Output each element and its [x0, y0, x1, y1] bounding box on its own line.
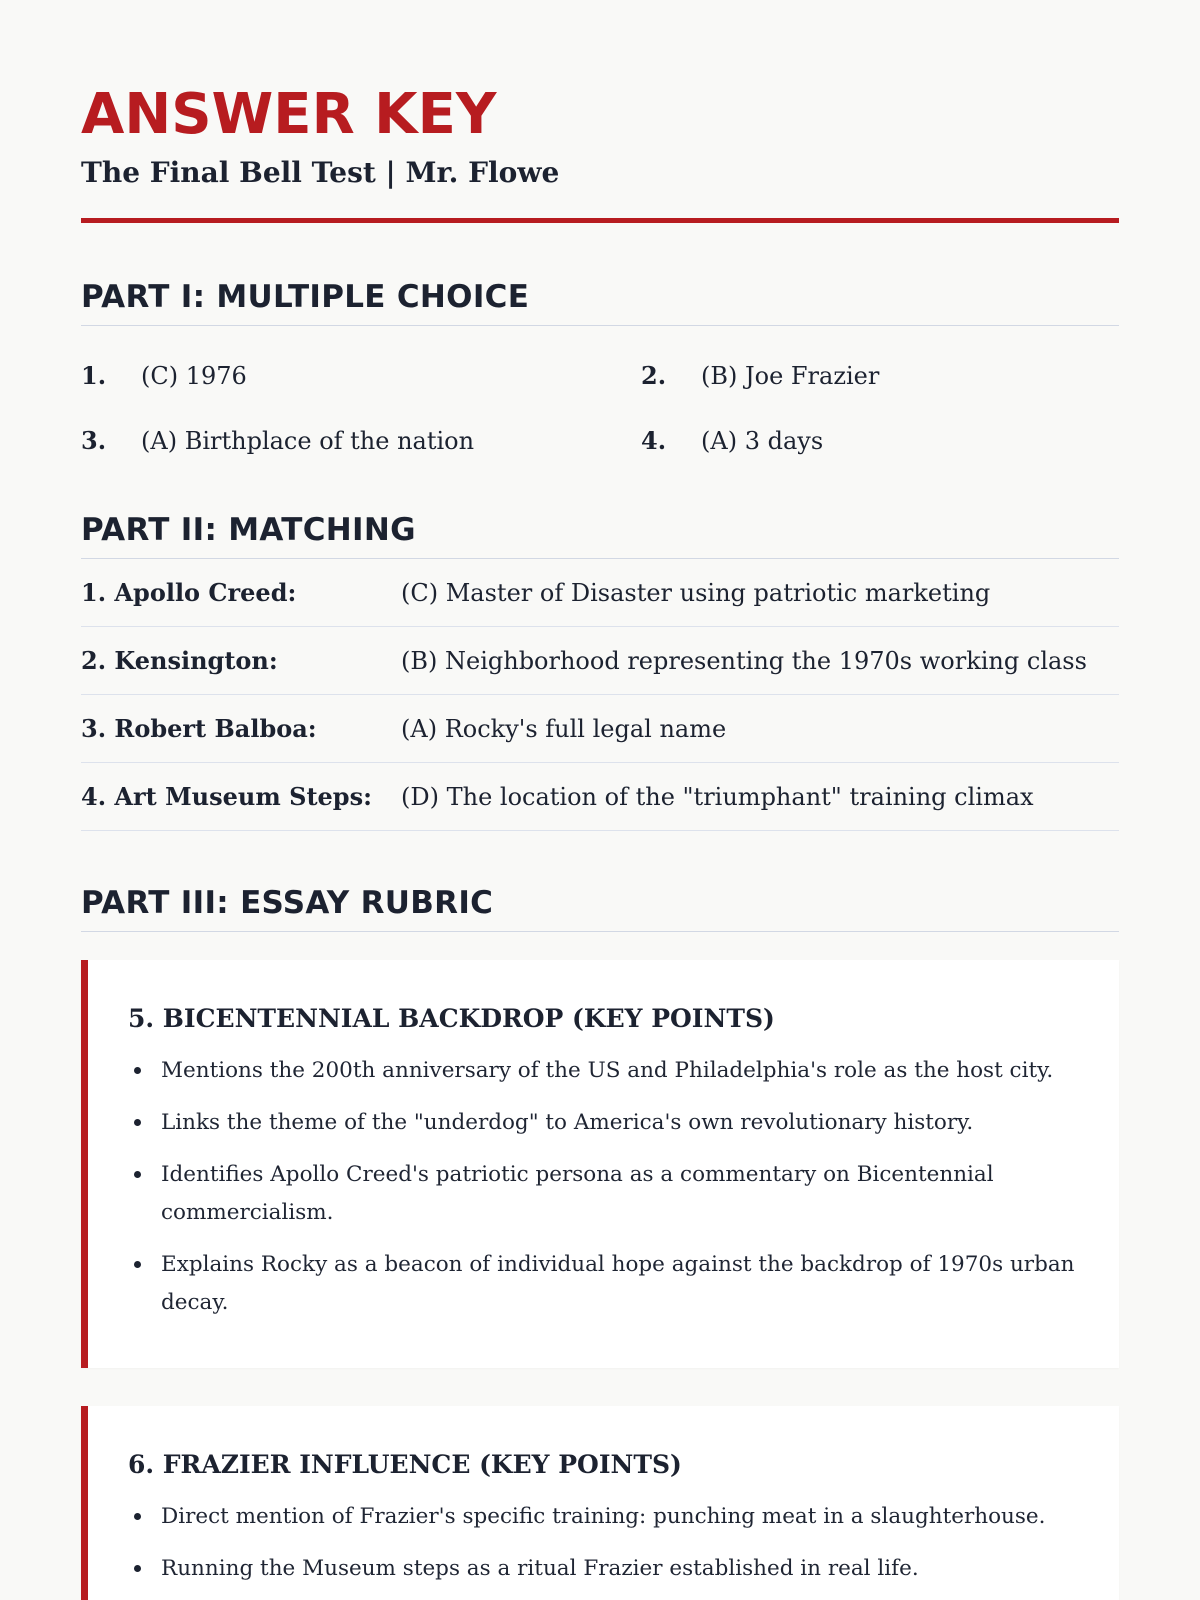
matching-definition: (A) Rocky's full legal name: [401, 714, 727, 743]
rubric-point-text: Identifies Apollo Creed's patriotic persona as a commentary on Bicentennial commercialism.: [161, 1162, 994, 1225]
matching-definition: (B) Neighborhood representing the 1970s working class: [401, 646, 1087, 675]
mc-number: 1.: [81, 361, 107, 390]
matching-term: 1. Apollo Creed:: [81, 578, 297, 607]
bullet-icon: [134, 1513, 141, 1520]
bullet-icon: [134, 1119, 141, 1126]
mc-number: 4.: [641, 426, 667, 455]
part3-title: PART III: ESSAY RUBRIC: [81, 885, 1119, 932]
matching-row: [81, 695, 1119, 763]
mc-item: [81, 424, 641, 458]
matching-row: [81, 559, 1119, 627]
mc-answer: (B) Joe Frazier: [701, 362, 880, 390]
rubric-point-text: Links the theme of the "underdog" to America's own revolutionary history.: [161, 1110, 974, 1135]
matching-row: [81, 763, 1119, 831]
rubric-point-text: Direct mention of Frazier's specific training: punching meat in a slaughterhouse.: [161, 1504, 1046, 1529]
matching-term: 4. Art Museum Steps:: [81, 782, 372, 811]
bullet-icon: [134, 1261, 141, 1268]
bullet-icon: [134, 1565, 141, 1572]
matching-term: 2. Kensington:: [81, 646, 278, 675]
rubric-point: [128, 1498, 1079, 1536]
rubric-point: [128, 1550, 1079, 1588]
bullet-icon: [134, 1171, 141, 1178]
header: [81, 0, 1119, 223]
rubric-card-title: 5. BICENTENNIAL BACKDROP (KEY POINTS): [128, 1004, 775, 1033]
rubric-point: [128, 1156, 1079, 1232]
mc-answer: (A) 3 days: [701, 427, 824, 455]
matching-term: 3. Robert Balboa:: [81, 714, 317, 743]
rubric-key-points: [128, 1498, 1079, 1588]
rubric-key-points: [128, 1052, 1079, 1322]
part2-title: PART II: MATCHING: [81, 512, 1119, 559]
mc-item: [641, 359, 1119, 393]
multiple-choice-answers: [81, 359, 1119, 458]
mc-number: 3.: [81, 426, 107, 455]
matching-row: [81, 627, 1119, 695]
rubric-point-text: Running the Museum steps as a ritual Frazier established in real life.: [161, 1556, 919, 1581]
matching-definition: (D) The location of the "triumphant" training climax: [401, 782, 1034, 811]
mc-item: [81, 359, 641, 393]
rubric-card-title: 6. FRAZIER INFLUENCE (KEY POINTS): [128, 1450, 682, 1479]
bullet-icon: [134, 1067, 141, 1074]
page-title: ANSWER KEY: [81, 82, 497, 147]
header-divider: [81, 218, 1119, 223]
rubric-point: [128, 1104, 1079, 1142]
part1-title: PART I: MULTIPLE CHOICE: [81, 279, 1119, 326]
mc-item: [641, 424, 1119, 458]
mc-answer: (C) 1976: [141, 362, 247, 390]
page-subtitle: The Final Bell Test | Mr. Flowe: [81, 156, 560, 189]
rubric-card-frazier: [81, 1406, 1119, 1600]
rubric-point: [128, 1052, 1079, 1090]
mc-answer: (A) Birthplace of the nation: [141, 427, 475, 455]
matching-answers: [81, 559, 1119, 831]
matching-definition: (C) Master of Disaster using patriotic marketing: [401, 578, 991, 607]
rubric-point-text: Explains Rocky as a beacon of individual hope against the backdrop of 1970s urban decay.: [161, 1252, 1075, 1315]
rubric-card-bicentennial: [81, 960, 1119, 1368]
rubric-point-text: Mentions the 200th anniversary of the US and Philadelphia's role as the host city.: [161, 1058, 1054, 1083]
mc-number: 2.: [641, 361, 667, 390]
rubric-point: [128, 1246, 1079, 1322]
